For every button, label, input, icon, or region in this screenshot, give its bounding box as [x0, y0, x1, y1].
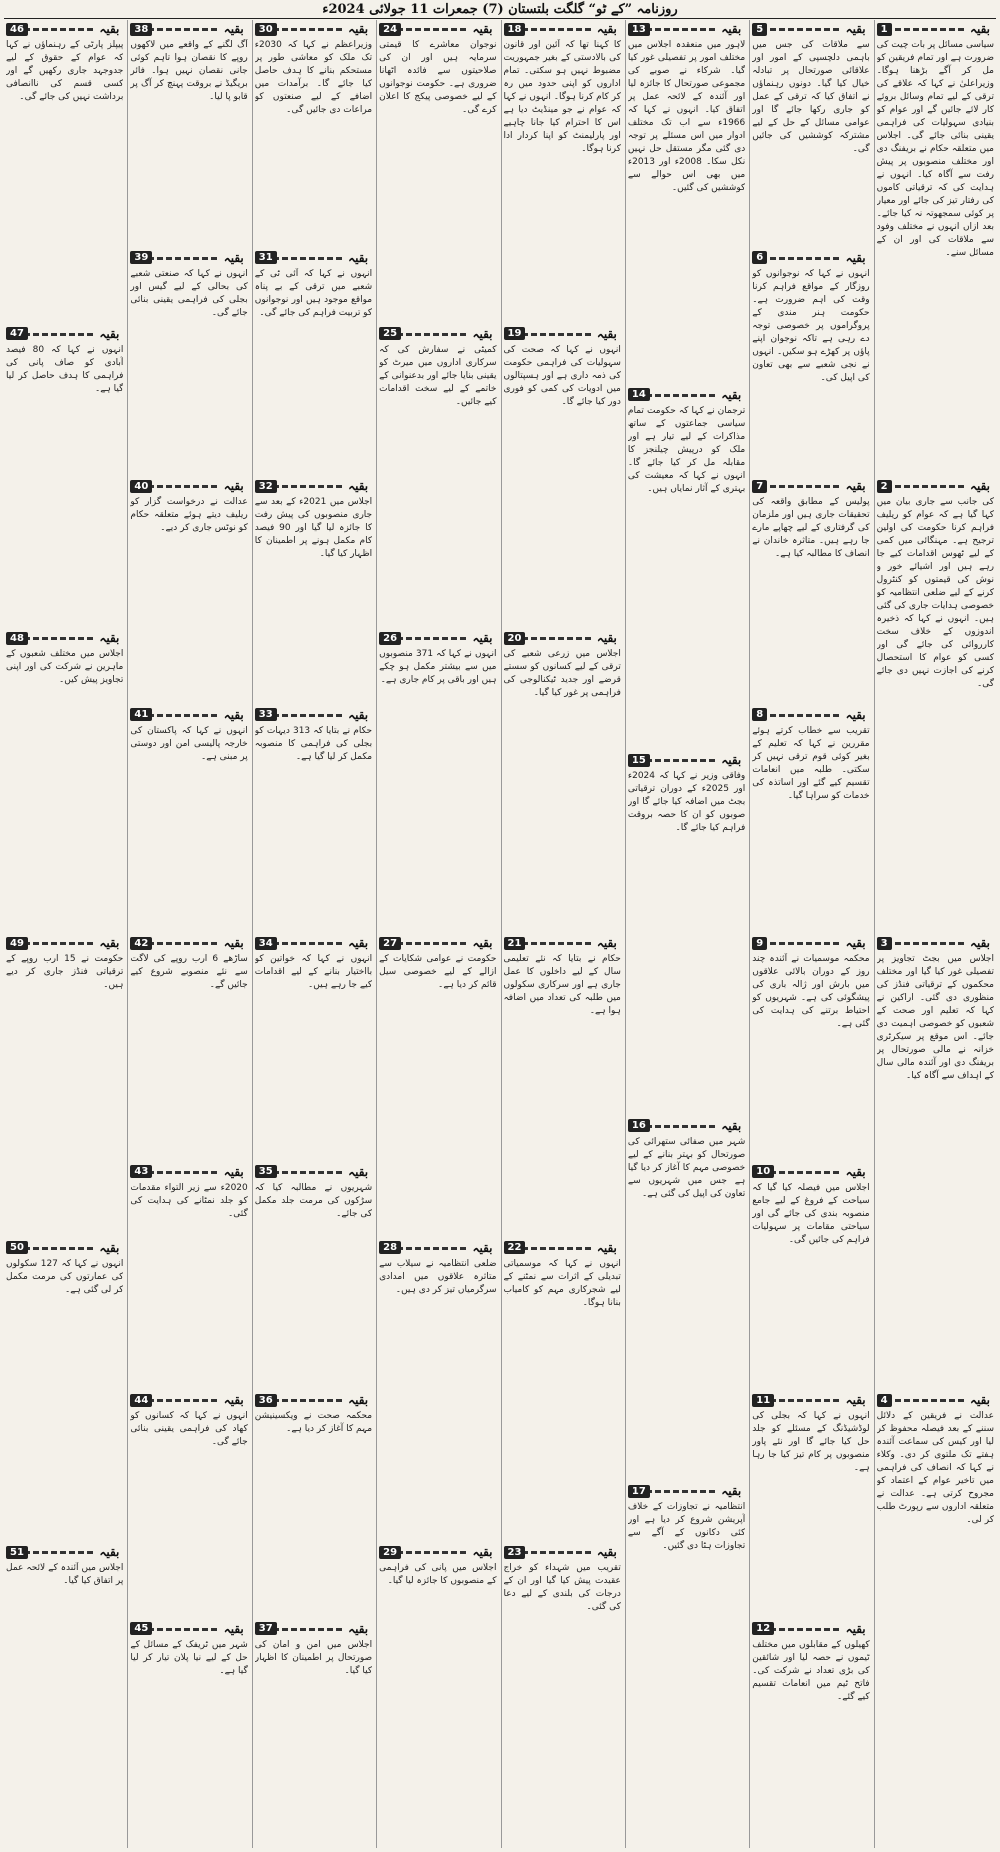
banner-label: بقیہ [220, 1165, 248, 1179]
continuation-item [255, 706, 372, 933]
continuation-text: 2020ء سے زیر التواء مقدمات کو جلد نمٹانے کی ہدایت کی گئی۔ [130, 1182, 248, 1219]
banner-label: بقیہ [468, 327, 496, 341]
continuation-text: انہوں نے کہا کہ پاکستان کی خارجہ پالیسی امن اور دوستی پر مبنی ہے۔ [130, 725, 248, 762]
continuation-text: انہوں نے کہا کہ صنعتی شعبے کی بحالی کے لیے گیس اور بجلی کی فراہمی یقینی بنائی جائے گی۔ [130, 268, 248, 318]
banner-label: بقیہ [717, 388, 745, 402]
continuation-number: 3 [877, 937, 892, 950]
continuation-text: انہوں نے کہا کہ کسانوں کو کھاد کی فراہمی یقینی بنائی جائے گی۔ [130, 1411, 248, 1447]
continuation-text: اجلاس میں مختلف شعبوں کے ماہرین نے شرکت کی اور اپنی تجاویز پیش کیں۔ [6, 649, 124, 686]
continuation-text: پیپلز پارٹی کے رہنماؤں نے کہا کہ عوام کے حقوق کے لیے جدوجہد جاری رکھیں گے اور کسی قسم کی ناانصافی برداشت نہیں کی جائے گی۔ [6, 40, 124, 102]
continuation-item [628, 1117, 745, 1481]
news-column [127, 20, 249, 1848]
banner-label: بقیہ [468, 22, 496, 36]
continuation-number: 48 [6, 632, 28, 645]
continuation-banner [628, 387, 745, 403]
continuation-item [130, 477, 247, 704]
banner-label: بقیہ [95, 22, 123, 36]
continuation-number: 27 [379, 937, 401, 950]
continuation-item [752, 20, 869, 247]
continuation-text: اجلاس میں بجٹ تجاویز پر تفصیلی غور کیا گیا اور مختلف محکموں کے ترقیاتی فنڈز کی منظوری دی گئی۔ اراکین نے کہا کہ تعلیم اور صحت کے شعبوں کو خصوصی اہمیت دی جائے۔ اس موقع پر سیکرٹری خزانہ نے مالی صورتحال پر بریفنگ دی اور آئندہ مالی سال کے اہداف سے آگاہ کیا۔ [876, 954, 994, 1081]
continuation-number: 9 [752, 937, 767, 950]
continuation-banner [628, 752, 745, 768]
continuation-banner [379, 630, 496, 646]
banner-label: بقیہ [842, 1393, 870, 1407]
continuation-item [379, 325, 496, 628]
continuation-text: نوجوان معاشرے کا قیمتی سرمایہ ہیں اور ان کی صلاحیتوں سے فائدہ اٹھانا ضروری ہے۔ حکومت نوجوانوں کے لیے خصوصی پیکج کا اعلان کرے گی۔ [379, 40, 497, 115]
continuation-number: 2 [877, 480, 892, 493]
continuation-number: 50 [6, 1241, 28, 1254]
banner-label: بقیہ [344, 708, 372, 722]
continuation-item [6, 629, 123, 932]
continuation-banner [130, 478, 247, 494]
continuation-text: ترجمان نے کہا کہ حکومت تمام سیاسی جماعتوں کے ساتھ مذاکرات کے لیے تیار ہے اور ملک کو درپیش چیلنجز کا مقابلہ مل کر کیا جائے گا۔ انہوں نے کہا کہ معیشت کی بہتری کے آثار نمایاں ہیں۔ [627, 405, 746, 494]
banner-label: بقیہ [593, 631, 621, 645]
banner-label: بقیہ [220, 22, 248, 36]
continuation-item [628, 751, 745, 1115]
continuation-item [6, 1239, 123, 1542]
continuation-item [877, 1391, 994, 1846]
continuation-number: 25 [379, 327, 401, 340]
banner-label: بقیہ [220, 1622, 248, 1636]
continuation-banner [6, 326, 123, 342]
continuation-number: 29 [379, 1546, 401, 1559]
continuation-text: عدالت نے درخواست گزار کو ریلیف دیتے ہوئے متعلقہ حکام کو نوٹس جاری کر دیے۔ [130, 497, 248, 533]
continuation-text: اجلاس میں فیصلہ کیا گیا کہ سیاحت کے فروغ کے لیے جامع منصوبہ بندی کی جائے گی اور سیاحتی مقامات پر سہولیات فراہم کی جائیں گی۔ [752, 1182, 870, 1245]
continuation-item [752, 1391, 869, 1618]
banner-label: بقیہ [344, 22, 372, 36]
continuation-text: کمیٹی نے سفارش کی کہ سرکاری اداروں میں میرٹ کو یقینی بنایا جائے اور بدعنوانی کے خاتمے کے لیے سخت اقدامات کیے جائیں۔ [379, 344, 497, 407]
continuation-banner [752, 1392, 869, 1408]
news-column [874, 20, 996, 1848]
continuation-item [877, 934, 994, 1389]
continuation-number: 26 [379, 632, 401, 645]
continuation-banner [877, 1392, 994, 1408]
continuation-text: اجلاس میں امن و امان کی صورتحال پر اطمینان کا اظہار کیا گیا۔ [254, 1639, 373, 1676]
banner-label: بقیہ [717, 1484, 745, 1498]
continuation-banner [379, 1240, 496, 1256]
banner-label: بقیہ [344, 1622, 372, 1636]
continuation-banner [752, 478, 869, 494]
continuation-banner [255, 21, 372, 37]
continuation-number: 19 [504, 327, 526, 340]
banner-label: بقیہ [468, 631, 496, 645]
news-column [749, 20, 871, 1848]
continuation-banner [6, 935, 123, 951]
continuation-number: 51 [6, 1546, 28, 1559]
continuation-text: انہوں نے کہا کہ آئی ٹی کے شعبے میں ترقی کے بے پناہ مواقع موجود ہیں اور نوجوانوں کو تربیت فراہم کی جائے گی۔ [254, 268, 373, 318]
continuation-number: 6 [752, 251, 767, 264]
page-header [4, 0, 996, 19]
continuation-banner [628, 1483, 745, 1499]
continuation-banner [130, 21, 247, 37]
continuation-number: 35 [255, 1165, 277, 1178]
continuation-number: 24 [379, 23, 401, 36]
continuation-item [504, 1239, 621, 1542]
continuation-number: 34 [255, 937, 277, 950]
continuation-number: 11 [752, 1394, 774, 1407]
continuation-text: شہر میں ٹریفک کے مسائل کے حل کے لیے نیا پلان تیار کر لیا گیا ہے۔ [130, 1639, 248, 1676]
continuation-number: 42 [130, 937, 152, 950]
news-column [376, 20, 498, 1848]
continuation-banner [255, 1621, 372, 1637]
banner-label: بقیہ [468, 1545, 496, 1559]
continuation-item [379, 1543, 496, 1846]
banner-label: بقیہ [593, 327, 621, 341]
continuation-item [6, 934, 123, 1237]
news-column [252, 20, 374, 1848]
continuation-banner [877, 935, 994, 951]
banner-label: بقیہ [95, 631, 123, 645]
continuation-text: اجلاس میں 2021ء کے بعد سے جاری منصوبوں کی پیش رفت کا جائزہ لیا گیا اور 90 فیصد کام مکمل ہونے پر اطمینان کا اظہار کیا گیا۔ [254, 497, 373, 559]
continuation-number: 47 [6, 327, 28, 340]
continuation-banner [130, 250, 247, 266]
continuation-banner [877, 478, 994, 494]
continuation-number: 41 [130, 708, 152, 721]
continuation-number: 12 [752, 1622, 774, 1635]
continuation-item [130, 1620, 247, 1847]
continuation-banner [6, 1240, 123, 1256]
banner-label: بقیہ [842, 251, 870, 265]
banner-label: بقیہ [842, 479, 870, 493]
banner-label: بقیہ [220, 251, 248, 265]
continuation-banner [504, 1544, 621, 1560]
banner-label: بقیہ [220, 1393, 248, 1407]
continuation-text: سیاسی مسائل پر بات چیت کی ضرورت ہے اور تمام فریقین کو مل کر آگے بڑھنا ہوگا۔ وزیراعلیٰ نے کہا کہ علاقے کی ترقی کے لیے تمام وسائل بروئے کار لائے جائیں گے اور عوام کو بنیادی سہولیات کی فراہمی یقینی بنائی جائے گی۔ اجلاس میں متعلقہ حکام نے بریفنگ دی اور مختلف منصوبوں پر پیش رفت سے آگاہ کیا۔ انہوں نے ہدایت کی کہ ترقیاتی کاموں کی رفتار تیز کی جائے اور معیار پر کوئی سمجھوتہ نہ کیا جائے۔ بعد ازاں انہوں نے مختلف وفود سے ملاقات کی اور ان کے مسائل سنے۔ [876, 40, 994, 258]
continuation-banner [752, 1621, 869, 1637]
continuation-text: انہوں نے کہا کہ خواتین کو بااختیار بنانے کے لیے اقدامات کیے جا رہے ہیں۔ [254, 954, 373, 990]
continuation-item [504, 934, 621, 1237]
continuation-banner [255, 250, 372, 266]
continuation-item [379, 629, 496, 932]
continuation-item [752, 706, 869, 933]
continuation-banner [255, 707, 372, 723]
continuation-text: انہوں نے کہا کہ نوجوانوں کو روزگار کے مواقع فراہم کرنا وقت کی اہم ضرورت ہے۔ حکومت ہنر مندی کے پروگراموں پر خصوصی توجہ دے رہی ہے تاکہ نوجوان اپنے پاؤں پر کھڑے ہو سکیں۔ انہوں نے نجی شعبے سے بھی تعاون کی اپیل کی۔ [752, 268, 870, 383]
continuation-number: 30 [255, 23, 277, 36]
continuation-item [379, 20, 496, 323]
continuation-item [752, 1620, 869, 1847]
continuation-item [379, 934, 496, 1237]
continuation-text: انہوں نے کہا کہ 127 سکولوں کی عمارتوں کی مرمت مکمل کر لی گئی ہے۔ [6, 1258, 124, 1295]
continuation-number: 16 [628, 1119, 650, 1132]
continuation-banner [130, 1164, 247, 1180]
continuation-text: انہوں نے کہا کہ بجلی کی لوڈشیڈنگ کے مسئلے کو جلد حل کیا جائے گا اور نئے پاور منصوبوں پر کام تیز کیا جا رہا ہے۔ [752, 1411, 870, 1473]
continuation-item [628, 1482, 745, 1846]
continuation-number: 22 [504, 1241, 526, 1254]
continuation-text: انہوں نے کہا کہ 371 منصوبوں میں سے بیشتر مکمل ہو چکے ہیں اور باقی پر کام جاری ہے۔ [379, 649, 497, 686]
banner-label: بقیہ [717, 1119, 745, 1133]
news-column [501, 20, 623, 1848]
continuation-item [255, 1163, 372, 1390]
continuation-number: 36 [255, 1394, 277, 1407]
continuation-number: 10 [752, 1165, 774, 1178]
banner-label: بقیہ [593, 1545, 621, 1559]
continuation-banner [379, 326, 496, 342]
continuation-item [877, 20, 994, 475]
banner-label: بقیہ [842, 1165, 870, 1179]
continuation-number: 46 [6, 23, 28, 36]
continuation-item [6, 1543, 123, 1846]
continuation-banner [130, 1621, 247, 1637]
continuation-banner [379, 935, 496, 951]
continuation-banner [504, 326, 621, 342]
continuation-number: 15 [628, 754, 650, 767]
continuation-text: اجلاس میں زرعی شعبے کی ترقی کے لیے کسانوں کو سستے قرضے اور جدید ٹیکنالوجی کی فراہمی پر غور کیا گیا۔ [503, 649, 621, 699]
continuation-banner [752, 21, 869, 37]
continuation-item [628, 386, 745, 750]
continuation-number: 31 [255, 251, 277, 264]
banner-label: بقیہ [842, 22, 870, 36]
news-column [625, 20, 747, 1848]
banner-label: بقیہ [593, 1241, 621, 1255]
continuation-item [628, 20, 745, 384]
continuation-item [752, 249, 869, 476]
banner-label: بقیہ [966, 22, 994, 36]
continuation-number: 20 [504, 632, 526, 645]
banner-label: بقیہ [468, 1241, 496, 1255]
continuation-number: 1 [877, 23, 892, 36]
banner-label: بقیہ [95, 936, 123, 950]
continuation-banner [877, 21, 994, 37]
continuation-text: عدالت نے فریقین کے دلائل سننے کے بعد فیصلہ محفوظ کر لیا اور کیس کی سماعت آئندہ ہفتے تک ملتوی کر دی۔ وکلاء نے کہا کہ انصاف کی فراہمی میں تاخیر عوام کے اعتماد کو مجروح کرتی ہے۔ عدالت نے متعلقہ اداروں سے رپورٹ طلب کر لی۔ [876, 1411, 994, 1525]
continuation-number: 49 [6, 937, 28, 950]
continuation-banner [752, 707, 869, 723]
continuation-number: 28 [379, 1241, 401, 1254]
continuation-item [255, 1620, 372, 1847]
continuation-item [752, 477, 869, 704]
continuation-number: 39 [130, 251, 152, 264]
continuation-number: 18 [504, 23, 526, 36]
continuation-item [6, 325, 123, 628]
banner-label: بقیہ [842, 936, 870, 950]
continuation-banner [6, 21, 123, 37]
banner-label: بقیہ [468, 936, 496, 950]
continuation-item [130, 934, 247, 1161]
continuation-number: 23 [504, 1546, 526, 1559]
continuation-banner [504, 935, 621, 951]
continuation-item [130, 1163, 247, 1390]
banner-label: بقیہ [842, 1622, 870, 1636]
continuation-number: 14 [628, 388, 650, 401]
banner-label: بقیہ [220, 708, 248, 722]
header-title: روزنامہ ”کے ٹو“ گلگت بلتستان (7) جمعرات 11 جولائی 2024ء [322, 1, 678, 17]
continuation-banner [379, 1544, 496, 1560]
continuation-banner [752, 1164, 869, 1180]
continuation-text: پولیس کے مطابق واقعہ کی تحقیقات جاری ہیں اور ملزمان کی گرفتاری کے لیے چھاپے مارے جا رہے ہیں۔ متاثرہ خاندان نے انصاف کا مطالبہ کیا ہے۔ [752, 497, 870, 559]
continuation-text: تقریب میں شہداء کو خراج عقیدت پیش کیا گیا اور ان کے درجات کی بلندی کے لیے دعا کی گئی۔ [503, 1563, 621, 1613]
continuation-text: شہر میں صفائی ستھرائی کی صورتحال کو بہتر بنانے کے لیے خصوصی مہم کا آغاز کر دیا گیا ہے جس میں شہریوں سے تعاون کی اپیل کی گئی ہے۔ [627, 1136, 746, 1199]
continuation-item [504, 629, 621, 932]
continuation-text: ساڑھے 6 ارب روپے کی لاگت سے نئے منصوبے شروع کیے جائیں گے۔ [130, 954, 248, 990]
continuation-text: انہوں نے کہا کہ صحت کی سہولیات کی فراہمی حکومت کی ذمہ داری ہے اور ہسپتالوں میں ادویات کی کمی کو فوری دور کیا جائے گا۔ [503, 344, 621, 407]
continuation-item [130, 249, 247, 476]
banner-label: بقیہ [966, 936, 994, 950]
continuation-number: 40 [130, 480, 152, 493]
continuation-banner [255, 1392, 372, 1408]
continuation-banner [130, 935, 247, 951]
continuation-banner [628, 21, 745, 37]
continuation-text: کھیلوں کے مقابلوں میں مختلف ٹیموں نے حصہ لیا اور شائقین کی بڑی تعداد نے شرکت کی۔ فاتح ٹیم میں انعامات تقسیم کیے گئے۔ [752, 1639, 870, 1702]
continuation-text: اجلاس میں آئندہ کے لائحہ عمل پر اتفاق کیا گیا۔ [6, 1563, 124, 1587]
continuation-banner [379, 21, 496, 37]
banner-label: بقیہ [842, 708, 870, 722]
continuation-text: وفاقی وزیر نے کہا کہ 2024ء اور 2025ء کے دوران ترقیاتی بجٹ میں اضافہ کیا جائے گا اور صوبوں کو ان کا حصہ بروقت فراہم کیا جائے گا۔ [627, 771, 746, 834]
banner-label: بقیہ [220, 936, 248, 950]
news-column [4, 20, 125, 1848]
continuation-item [752, 934, 869, 1161]
continuation-banner [504, 630, 621, 646]
continuation-banner [752, 250, 869, 266]
continuation-text: انہوں نے کہا کہ 80 فیصد آبادی کو صاف پانی کی فراہمی کا ہدف حاصل کر لیا گیا ہے۔ [6, 344, 124, 394]
continuation-banner [130, 1392, 247, 1408]
columns-grid [4, 20, 996, 1848]
continuation-item [130, 706, 247, 933]
continuation-item [504, 20, 621, 323]
banner-label: بقیہ [95, 327, 123, 341]
continuation-text: ضلعی انتظامیہ نے سیلاب سے متاثرہ علاقوں میں امدادی سرگرمیاں تیز کر دی ہیں۔ [379, 1258, 497, 1295]
banner-label: بقیہ [966, 479, 994, 493]
banner-label: بقیہ [717, 753, 745, 767]
banner-label: بقیہ [344, 479, 372, 493]
continuation-item [255, 20, 372, 247]
continuation-banner [6, 1544, 123, 1560]
banner-label: بقیہ [95, 1241, 123, 1255]
continuation-number: 13 [628, 23, 650, 36]
continuation-banner [255, 1164, 372, 1180]
continuation-text: حکومت نے عوامی شکایات کے ازالے کے لیے خصوصی سیل قائم کر دیا ہے۔ [379, 954, 497, 991]
continuation-text: آگ لگنے کے واقعے میں لاکھوں روپے کا نقصان ہوا تاہم کوئی جانی نقصان نہیں ہوا۔ فائر بریگیڈ نے بروقت پہنچ کر آگ پر قابو پا لیا۔ [130, 40, 248, 102]
continuation-text: حکومت نے 15 ارب روپے کے ترقیاتی فنڈز جاری کر دیے ہیں۔ [6, 954, 124, 991]
continuation-item [6, 20, 123, 323]
continuation-number: 5 [752, 23, 767, 36]
continuation-text: حکام نے بتایا کہ نئے تعلیمی سال کے لیے داخلوں کا عمل جاری ہے اور سرکاری سکولوں میں طلبہ کی تعداد میں اضافہ ہوا ہے۔ [503, 954, 621, 1017]
continuation-text: انتظامیہ نے تجاوزات کے خلاف آپریشن شروع کر دیا ہے اور کئی دکانوں کے آگے سے تجاوزات ہٹا دی گئیں۔ [627, 1502, 746, 1552]
continuation-number: 44 [130, 1394, 152, 1407]
banner-label: بقیہ [344, 251, 372, 265]
continuation-text: تقریب سے خطاب کرتے ہوئے مقررین نے کہا کہ تعلیم کے بغیر کوئی قوم ترقی نہیں کر سکتی۔ طلبہ میں انعامات تقسیم کیے گئے اور اساتذہ کی خدمات کو سراہا گیا۔ [752, 725, 870, 801]
banner-label: بقیہ [344, 936, 372, 950]
continuation-banner [130, 707, 247, 723]
continuation-item [504, 1543, 621, 1846]
continuation-text: انہوں نے کہا کہ موسمیاتی تبدیلی کے اثرات سے نمٹنے کے لیے شجرکاری مہم کو کامیاب بنانا ہوگا۔ [503, 1258, 621, 1308]
continuation-number: 8 [752, 708, 767, 721]
continuation-number: 4 [877, 1394, 892, 1407]
continuation-text: سے ملاقات کی جس میں باہمی دلچسپی کے امور اور علاقائی صورتحال پر تبادلہ خیال کیا گیا۔ دونوں رہنماؤں نے اتفاق کیا کہ ترقی کے عمل کو جاری رکھا جائے گا اور عوامی مسائل کے حل کے لیے مشترکہ کوششیں کی جائیں گی۔ [752, 40, 870, 154]
continuation-text: محکمہ موسمیات نے آئندہ چند روز کے دوران بالائی علاقوں میں بارش اور ژالہ باری کی پیشگوئی کی ہے۔ شہریوں کو احتیاط برتنے کی ہدایت کی گئی ہے۔ [752, 954, 870, 1029]
banner-label: بقیہ [593, 936, 621, 950]
continuation-item [255, 934, 372, 1161]
continuation-text: کا کہنا تھا کہ آئین اور قانون کی بالادستی کے بغیر جمہوریت مضبوط نہیں ہو سکتی۔ تمام اداروں کو اپنی حدود میں رہ کر کام کرنا ہوگا۔ انہوں نے کہا کہ عوام نے جو مینڈیٹ دیا ہے اس کا احترام کیا جانا چاہیے اور پارلیمنٹ کو اپنا کردار ادا کرنا ہوگا۔ [503, 40, 621, 154]
banner-label: بقیہ [95, 1545, 123, 1559]
continuation-item [877, 477, 994, 932]
continuation-item [504, 325, 621, 628]
banner-label: بقیہ [344, 1393, 372, 1407]
continuation-text: لاہور میں منعقدہ اجلاس میں مختلف امور پر تفصیلی غور کیا گیا۔ شرکاء نے صوبے کی مجموعی صورتحال کا جائزہ لیا اور آئندہ کے لائحہ عمل پر اتفاق کیا۔ انہوں نے کہا کہ 1966ء سے اب تک مختلف ادوار میں اس مسئلے پر توجہ دی گئی مگر مستقل حل نہیں نکل سکا۔ 2008ء اور 2013ء میں بھی اس حوالے سے کوششیں کی گئیں۔ [627, 40, 746, 193]
continuation-text: حکام نے بتایا کہ 313 دیہات کو بجلی کی فراہمی کا منصوبہ مکمل کر لیا گیا ہے۔ [254, 725, 373, 762]
continuation-banner [6, 630, 123, 646]
continuation-banner [255, 935, 372, 951]
continuation-text: محکمہ صحت نے ویکسینیشن مہم کا آغاز کر دیا ہے۔ [254, 1411, 373, 1434]
continuation-item [752, 1163, 869, 1390]
continuation-item [379, 1239, 496, 1542]
continuation-number: 7 [752, 480, 767, 493]
continuation-banner [504, 1240, 621, 1256]
continuation-item [255, 249, 372, 476]
continuation-number: 38 [130, 23, 152, 36]
banner-label: بقیہ [220, 479, 248, 493]
continuation-item [255, 477, 372, 704]
banner-label: بقیہ [593, 22, 621, 36]
continuation-number: 37 [255, 1622, 277, 1635]
continuation-banner [255, 478, 372, 494]
continuation-text: وزیراعظم نے کہا کہ 2030ء تک ملک کو معاشی طور پر مستحکم بنانے کا ہدف حاصل کیا جائے گا۔ برآمدات میں اضافے کے لیے صنعتوں کو مراعات دی جائیں گی۔ [254, 40, 373, 115]
continuation-number: 21 [504, 937, 526, 950]
continuation-text: شہریوں نے مطالبہ کیا کہ سڑکوں کی مرمت جلد مکمل کی جائے۔ [254, 1182, 373, 1219]
banner-label: بقیہ [966, 1393, 994, 1407]
continuation-text: کی جانب سے جاری بیان میں کہا گیا ہے کہ عوام کو ریلیف فراہم کرنا حکومت کی اولین ترجیح ہے۔ مہنگائی میں کمی کے لیے ٹھوس اقدامات کیے جا رہے ہیں اور اشیائے خور و نوش کی قیمتوں کو کنٹرول کرنے کے لیے ضلعی انتظامیہ کو خصوصی ہدایات جاری کی گئی ہیں۔ انہوں نے کہا کہ ذخیرہ اندوزوں کے خلاف سخت کارروائی کی جائے گی اور کسی کو عوام کا استحصال کرنے کی اجازت نہیں دی جائے گی۔ [876, 497, 994, 689]
continuation-banner [752, 935, 869, 951]
continuation-number: 45 [130, 1622, 152, 1635]
continuation-text: اجلاس میں پانی کی فراہمی کے منصوبوں کا جائزہ لیا گیا۔ [379, 1563, 497, 1587]
continuation-item [130, 20, 247, 247]
continuation-number: 32 [255, 480, 277, 493]
continuation-item [255, 1391, 372, 1618]
continuation-number: 43 [130, 1165, 152, 1178]
continuation-banner [628, 1118, 745, 1134]
continuation-number: 17 [628, 1485, 650, 1498]
banner-label: بقیہ [344, 1165, 372, 1179]
continuation-banner [504, 21, 621, 37]
continuation-item [130, 1391, 247, 1618]
continuation-number: 33 [255, 708, 277, 721]
banner-label: بقیہ [717, 22, 745, 36]
